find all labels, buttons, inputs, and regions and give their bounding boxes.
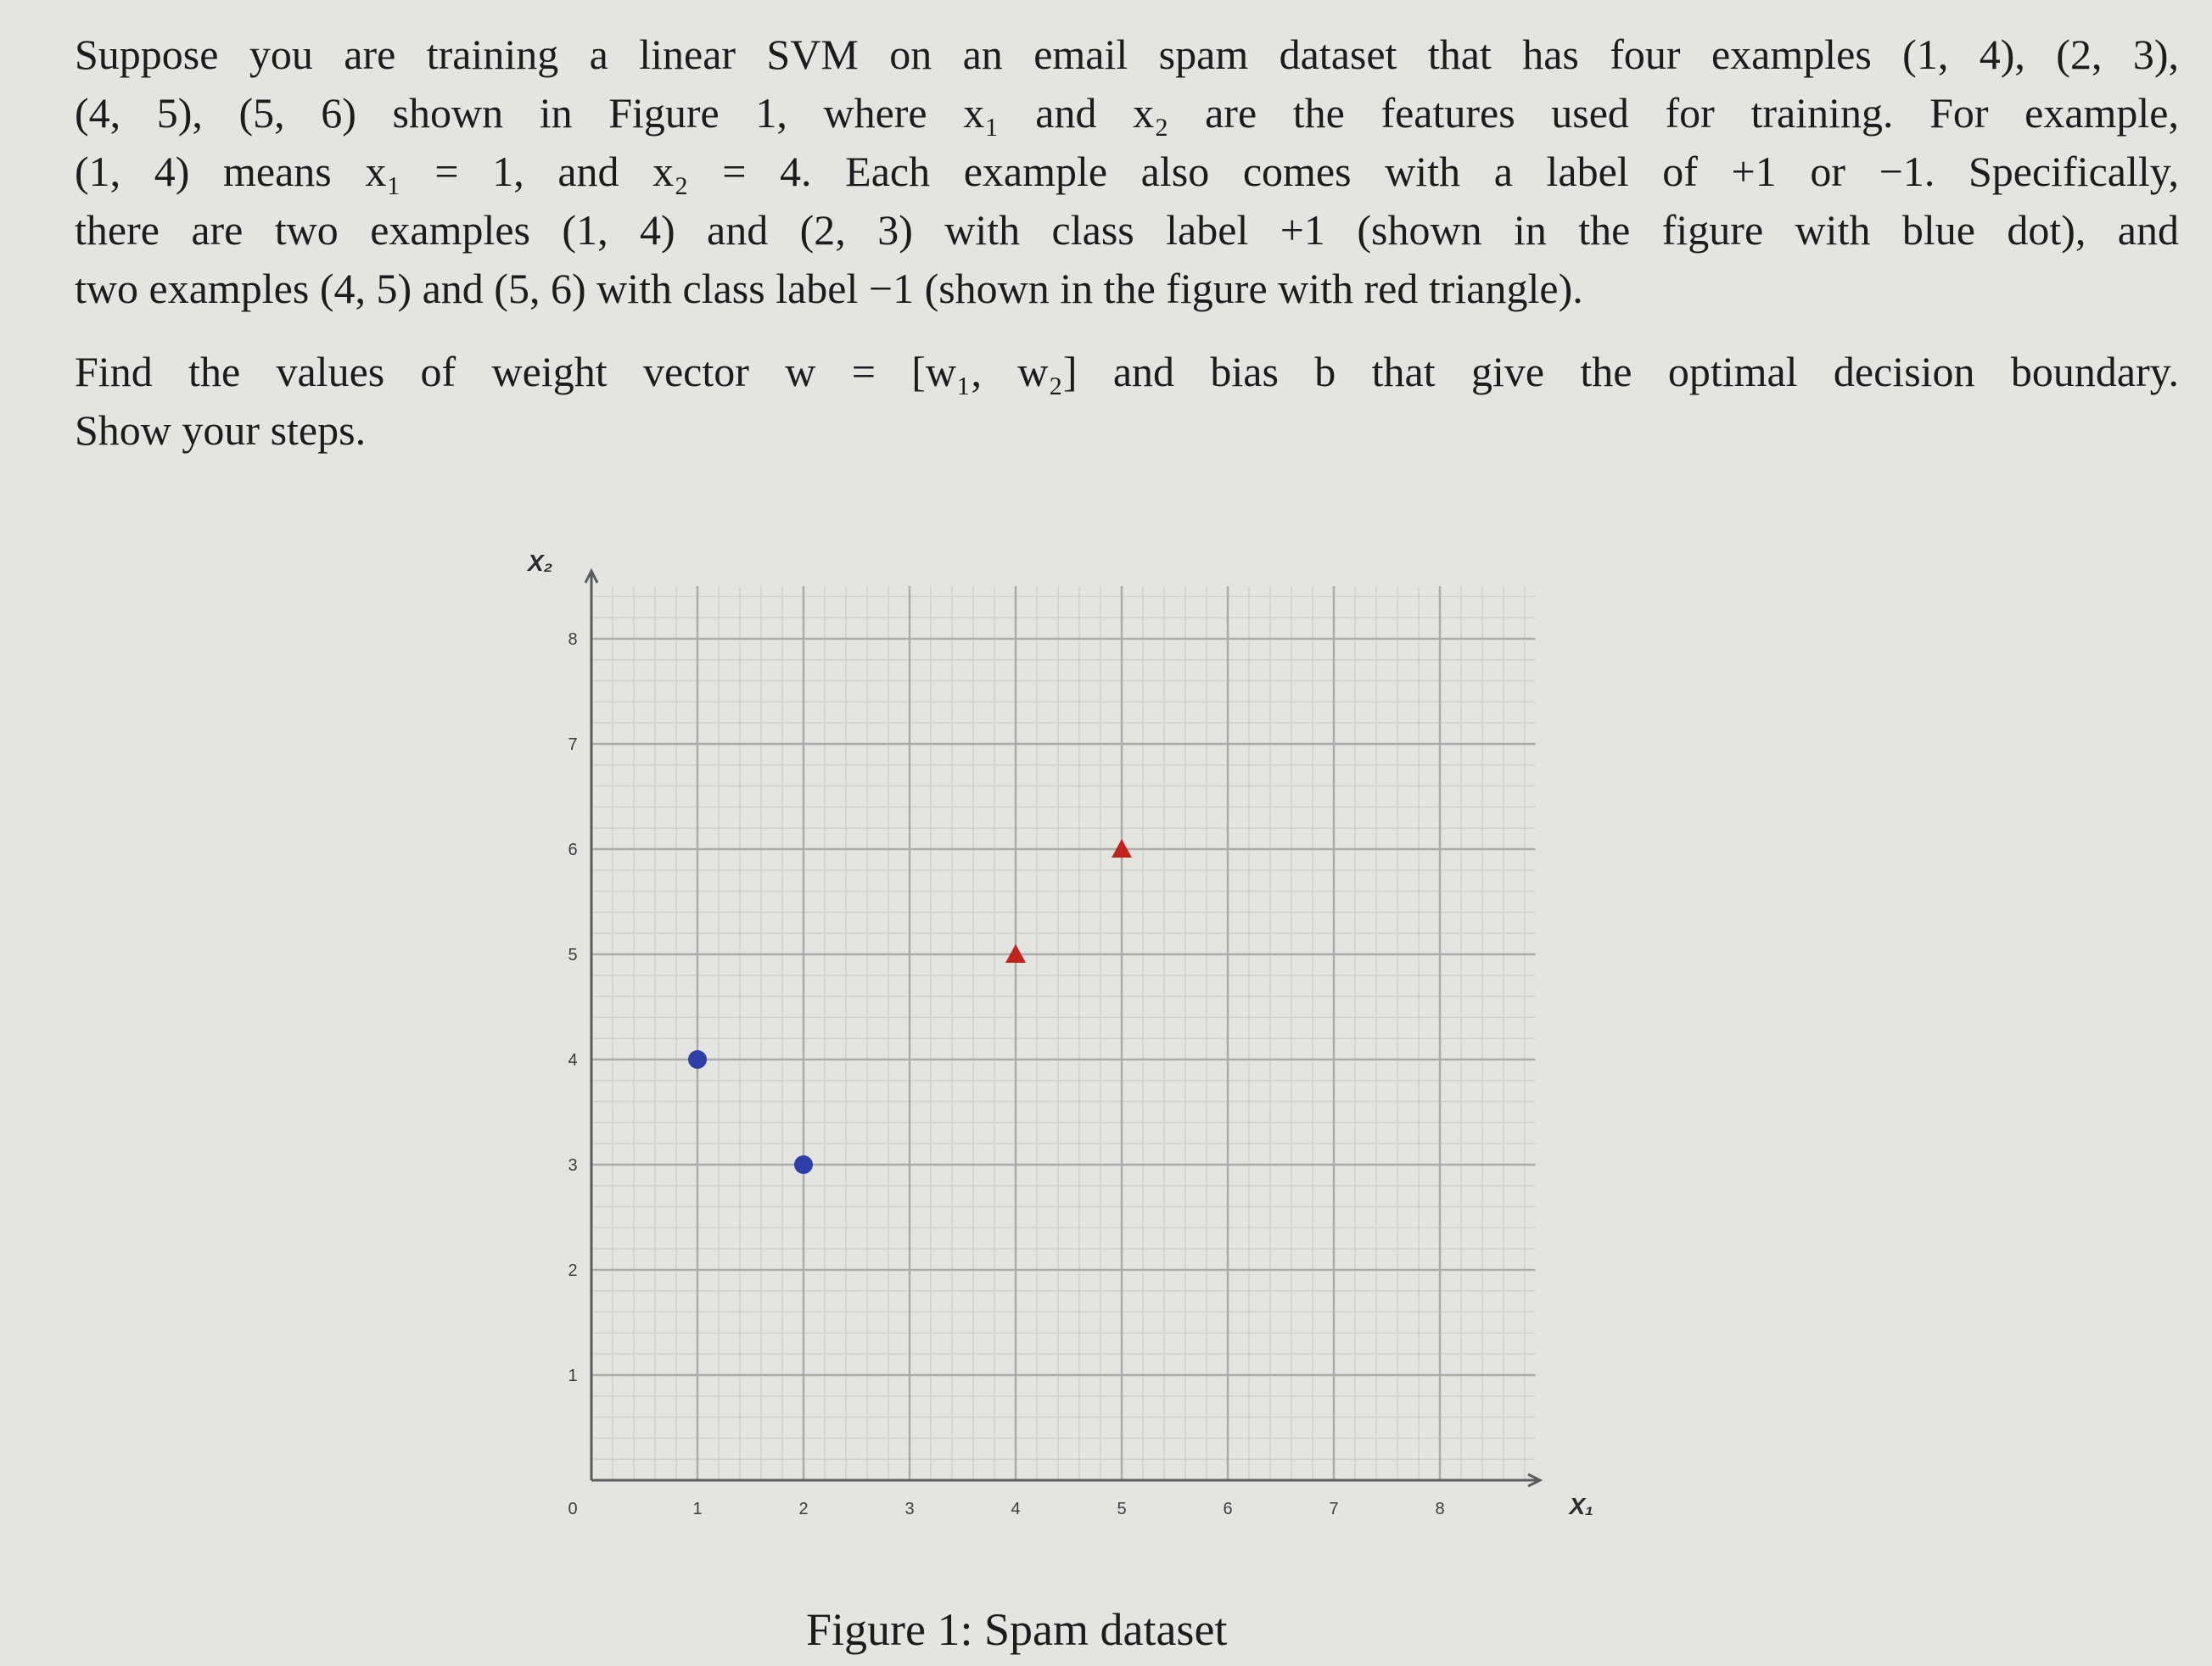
blue-dot-point bbox=[794, 1155, 813, 1174]
x-tick-label: 4 bbox=[1011, 1500, 1021, 1518]
y-axis-label: X₂ bbox=[528, 550, 553, 576]
x-tick-label: 8 bbox=[1435, 1500, 1445, 1518]
scatter-chart bbox=[509, 517, 1629, 1535]
question-line-1: Find the values of weight vector w = [w₁, w₂] and bias b that give the optimal decision boundary. bbox=[75, 348, 2179, 395]
x-tick-label: 6 bbox=[1223, 1500, 1233, 1518]
y-tick-label: 6 bbox=[568, 841, 578, 859]
x-tick-label: 0 bbox=[568, 1500, 578, 1518]
blue-dot-point bbox=[688, 1050, 707, 1069]
question-statement bbox=[75, 343, 2179, 460]
y-tick-label: 5 bbox=[568, 946, 578, 964]
x-tick-label: 3 bbox=[904, 1500, 915, 1518]
question-line-2: Show your steps. bbox=[75, 406, 367, 454]
x-tick-label: 7 bbox=[1329, 1500, 1339, 1518]
problem-line-4: there are two examples (1, 4) and (2, 3) with class label +1 (shown in the figure with blue dot), and bbox=[75, 206, 2179, 254]
problem-line-1: Suppose you are training a linear SVM on an email spam dataset that has four examples (1, 4), (2, 3), bbox=[75, 31, 2179, 78]
x-axis-label: X₁ bbox=[1569, 1493, 1594, 1519]
figure-caption: Figure 1: Spam dataset bbox=[806, 1604, 1228, 1655]
x-tick-label: 5 bbox=[1117, 1500, 1127, 1518]
y-tick-label: 7 bbox=[568, 735, 578, 754]
y-tick-label: 3 bbox=[568, 1156, 578, 1175]
y-tick-label: 4 bbox=[568, 1051, 578, 1070]
y-tick-label: 2 bbox=[568, 1261, 578, 1280]
problem-line-2: (4, 5), (5, 6) shown in Figure 1, where x₁ and x₂ are the features used for training. For example, bbox=[75, 89, 2179, 137]
x-tick-label: 1 bbox=[692, 1500, 703, 1518]
problem-line-3: (1, 4) means x₁ = 1, and x₂ = 4. Each example also comes with a label of +1 or −1. Specifically, bbox=[75, 148, 2179, 195]
x-tick-label: 2 bbox=[798, 1500, 809, 1518]
y-tick-label: 1 bbox=[568, 1367, 578, 1385]
figure-1 bbox=[509, 517, 1629, 1535]
problem-statement bbox=[75, 25, 2179, 318]
problem-line-5: two examples (4, 5) and (5, 6) with class label −1 (shown in the figure with red triangle). bbox=[75, 265, 1583, 312]
y-tick-label: 8 bbox=[568, 630, 578, 649]
